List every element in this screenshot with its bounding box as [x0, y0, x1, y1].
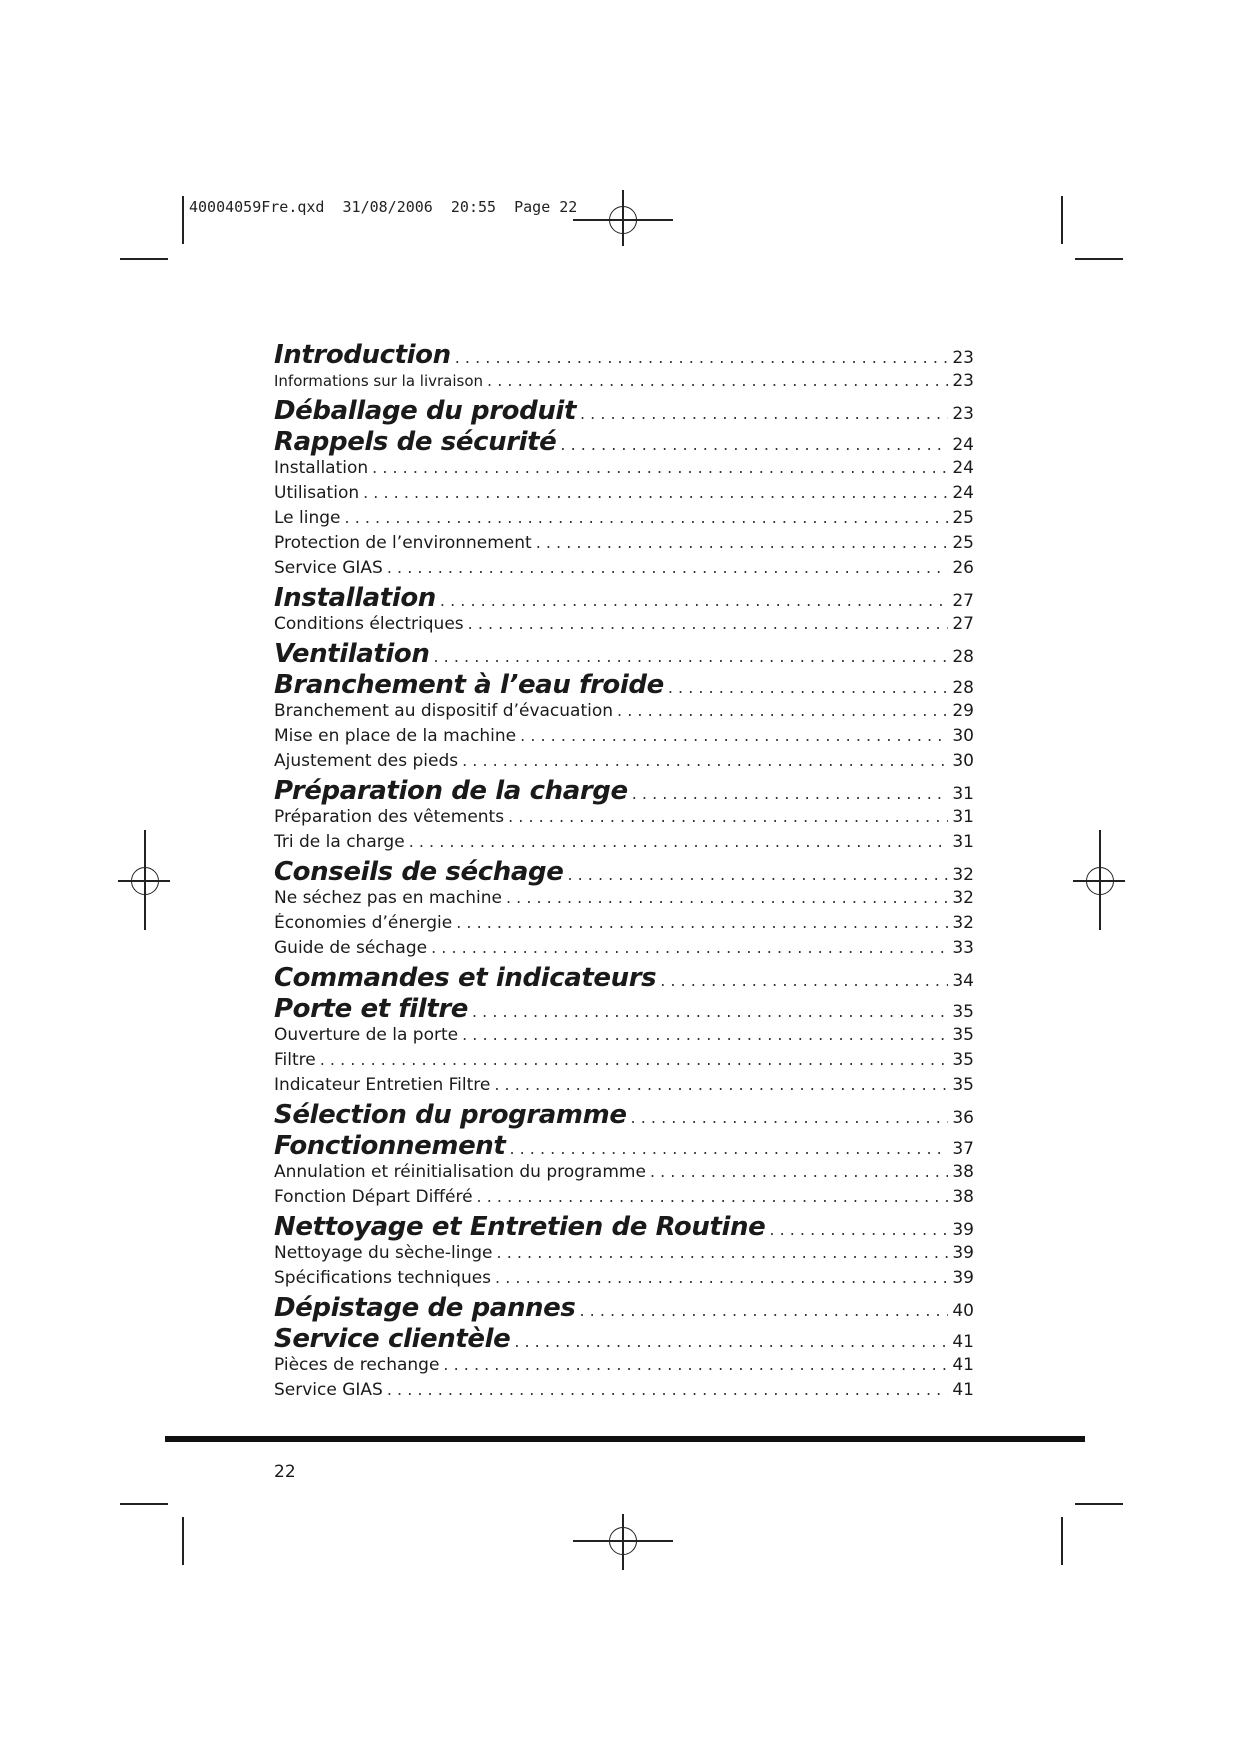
- toc-entry-page: 33: [952, 938, 974, 958]
- toc-entry-page: 40: [952, 1301, 974, 1321]
- toc-entry-label: Informations sur la livraison: [274, 372, 484, 390]
- toc-entry-page: 23: [952, 348, 974, 368]
- leader-dots: [567, 865, 948, 884]
- toc-sub-entry: [274, 508, 974, 533]
- toc-entry-page: 39: [952, 1243, 974, 1263]
- leader-dots: [443, 1355, 948, 1374]
- leader-dots: [472, 1002, 948, 1021]
- toc-entry-label: Fonction Départ Différé: [274, 1187, 473, 1207]
- toc-sub-entry: [274, 1268, 974, 1293]
- toc-sub-entry: [274, 1243, 974, 1268]
- toc-entry-label: Installation: [274, 458, 369, 478]
- leader-dots: [387, 558, 948, 577]
- toc-sub-entry: [274, 1355, 974, 1380]
- toc-entry-page: 23: [952, 404, 974, 424]
- toc-entry-page: 32: [952, 888, 974, 908]
- toc-entry-label: Économies d’énergie: [274, 913, 453, 933]
- toc-sub-entry: [274, 913, 974, 938]
- toc-entry-label: Déballage du produit: [274, 396, 576, 426]
- toc-sub-entry: [274, 458, 974, 483]
- toc-entry-label: Nettoyage et Entretien de Routine: [274, 1212, 766, 1242]
- leader-dots: [536, 533, 948, 552]
- leader-dots: [514, 1332, 948, 1351]
- leader-dots: [387, 1380, 948, 1399]
- leader-dots: [372, 458, 948, 477]
- toc-entry-page: 28: [952, 647, 974, 667]
- leader-dots: [431, 938, 948, 957]
- toc-sub-entry: [274, 533, 974, 558]
- toc-sub-entry: [274, 888, 974, 913]
- leader-dots: [495, 1268, 948, 1287]
- leader-dots: [580, 404, 948, 423]
- leader-dots: [320, 1050, 948, 1069]
- toc-heading-entry: [274, 583, 974, 614]
- leader-dots: [660, 971, 948, 990]
- toc-entry-page: 24: [952, 435, 974, 455]
- leader-dots: [560, 435, 948, 454]
- footer-rule: [165, 1436, 1085, 1442]
- toc-heading-entry: [274, 1293, 974, 1324]
- toc-sub-entry: [274, 1187, 974, 1212]
- toc-entry-page: 27: [952, 614, 974, 634]
- leader-dots: [477, 1187, 948, 1206]
- toc-entry-label: Nettoyage du sèche-linge: [274, 1243, 493, 1263]
- toc-entry-label: Préparation de la charge: [274, 776, 628, 806]
- toc-entry-page: 31: [952, 784, 974, 804]
- toc-entry-page: 35: [952, 1075, 974, 1095]
- toc-entry-page: 37: [952, 1139, 974, 1159]
- toc-entry-page: 24: [952, 458, 974, 478]
- toc-sub-entry: [274, 1025, 974, 1050]
- toc-entry-page: 29: [952, 701, 974, 721]
- toc-entry-label: Conseils de séchage: [274, 857, 564, 887]
- leader-dots: [508, 807, 948, 826]
- toc-entry-label: Utilisation: [274, 483, 360, 503]
- toc-entry-label: Ne séchez pas en machine: [274, 888, 502, 908]
- toc-entry-page: 35: [952, 1050, 974, 1070]
- toc-entry-page: 25: [952, 508, 974, 528]
- leader-dots: [456, 913, 948, 932]
- toc-entry-page: 35: [952, 1002, 974, 1022]
- toc-sub-entry: [274, 371, 974, 396]
- toc-entry-label: Préparation des vêtements: [274, 807, 505, 827]
- toc-sub-entry: [274, 1050, 974, 1075]
- toc-heading-entry: [274, 1324, 974, 1355]
- toc-entry-label: Indicateur Entretien Filtre: [274, 1075, 491, 1095]
- toc-entry-page: 31: [952, 832, 974, 852]
- leader-dots: [462, 751, 948, 770]
- toc-heading-entry: [274, 994, 974, 1025]
- toc-entry-page: 38: [952, 1187, 974, 1207]
- print-slug: 40004059Fre.qxd 31/08/2006 20:55 Page 22: [189, 198, 578, 216]
- leader-dots: [363, 483, 948, 502]
- toc-entry-page: 26: [952, 558, 974, 578]
- leader-dots: [494, 1075, 948, 1094]
- toc-entry-page: 30: [952, 751, 974, 771]
- toc-sub-entry: [274, 483, 974, 508]
- toc-entry-page: 41: [952, 1332, 974, 1352]
- toc-entry-page: 31: [952, 807, 974, 827]
- leader-dots: [650, 1162, 948, 1181]
- toc-entry-label: Guide de séchage: [274, 938, 428, 958]
- toc-heading-entry: [274, 639, 974, 670]
- toc-sub-entry: [274, 1162, 974, 1187]
- toc-entry-label: Conditions électriques: [274, 614, 464, 634]
- toc-heading-entry: [274, 1100, 974, 1131]
- leader-dots: [520, 726, 948, 745]
- toc-entry-label: Dépistage de pannes: [274, 1293, 576, 1323]
- page-number: 22: [274, 1462, 296, 1482]
- toc-entry-page: 24: [952, 483, 974, 503]
- leader-dots: [462, 1025, 948, 1044]
- toc-entry-page: 41: [952, 1380, 974, 1400]
- toc-entry-label: Branchement au dispositif d’évacuation: [274, 701, 614, 721]
- leader-dots: [506, 888, 948, 907]
- toc-entry-label: Sélection du programme: [274, 1100, 627, 1130]
- toc-entry-page: 27: [952, 591, 974, 611]
- toc-sub-entry: [274, 1075, 974, 1100]
- leader-dots: [632, 784, 948, 803]
- toc-entry-label: Introduction: [274, 340, 451, 370]
- toc-heading-entry: [274, 857, 974, 888]
- toc-sub-entry: [274, 807, 974, 832]
- toc-sub-entry: [274, 938, 974, 963]
- toc-entry-label: Filtre: [274, 1050, 316, 1070]
- toc-sub-entry: [274, 751, 974, 776]
- toc-entry-page: 35: [952, 1025, 974, 1045]
- leader-dots: [468, 614, 948, 633]
- toc-entry-label: Commandes et indicateurs: [274, 963, 657, 993]
- table-of-contents: [274, 340, 974, 1405]
- toc-entry-label: Pièces de rechange: [274, 1355, 440, 1375]
- toc-entry-label: Le linge: [274, 508, 341, 528]
- toc-entry-page: 30: [952, 726, 974, 746]
- toc-entry-page: 32: [952, 865, 974, 885]
- leader-dots: [769, 1220, 948, 1239]
- leader-dots: [440, 591, 948, 610]
- toc-heading-entry: [274, 1131, 974, 1162]
- toc-entry-label: Ajustement des pieds: [274, 751, 459, 771]
- toc-entry-page: 39: [952, 1268, 974, 1288]
- toc-entry-page: 32: [952, 913, 974, 933]
- toc-heading-entry: [274, 963, 974, 994]
- toc-entry-label: Fonctionnement: [274, 1131, 506, 1161]
- toc-sub-entry: [274, 614, 974, 639]
- leader-dots: [497, 1243, 948, 1262]
- leader-dots: [579, 1301, 948, 1320]
- toc-entry-page: 34: [952, 971, 974, 991]
- toc-entry-page: 36: [952, 1108, 974, 1128]
- toc-heading-entry: [274, 1212, 974, 1243]
- leader-dots: [487, 371, 948, 390]
- toc-sub-entry: [274, 1380, 974, 1405]
- toc-heading-entry: [274, 340, 974, 371]
- toc-heading-entry: [274, 670, 974, 701]
- toc-entry-label: Installation: [274, 583, 436, 613]
- toc-entry-page: 41: [952, 1355, 974, 1375]
- toc-entry-label: Service clientèle: [274, 1324, 511, 1354]
- leader-dots: [345, 508, 948, 527]
- toc-sub-entry: [274, 558, 974, 583]
- toc-heading-entry: [274, 776, 974, 807]
- leader-dots: [631, 1108, 948, 1127]
- toc-entry-page: 23: [952, 371, 974, 391]
- leader-dots: [434, 647, 949, 666]
- toc-sub-entry: [274, 726, 974, 751]
- toc-entry-label: Ouverture de la porte: [274, 1025, 459, 1045]
- toc-entry-page: 38: [952, 1162, 974, 1182]
- leader-dots: [668, 678, 948, 697]
- toc-entry-label: Service GIAS: [274, 558, 383, 578]
- toc-heading-entry: [274, 396, 974, 427]
- toc-entry-label: Branchement à l’eau froide: [274, 670, 664, 700]
- toc-sub-entry: [274, 701, 974, 726]
- toc-entry-label: Service GIAS: [274, 1380, 383, 1400]
- toc-entry-label: Protection de l’environnement: [274, 533, 532, 553]
- toc-entry-page: 25: [952, 533, 974, 553]
- toc-entry-label: Rappels de sécurité: [274, 427, 557, 457]
- toc-heading-entry: [274, 427, 974, 458]
- leader-dots: [409, 832, 948, 851]
- toc-entry-page: 39: [952, 1220, 974, 1240]
- toc-entry-label: Ventilation: [274, 639, 430, 669]
- toc-sub-entry: [274, 832, 974, 857]
- leader-dots: [617, 701, 948, 720]
- leader-dots: [455, 348, 948, 367]
- toc-entry-label: Annulation et réinitialisation du programme: [274, 1162, 646, 1182]
- toc-entry-label: Tri de la charge: [274, 832, 405, 852]
- toc-entry-label: Porte et filtre: [274, 994, 468, 1024]
- toc-entry-label: Spécifications techniques: [274, 1268, 492, 1288]
- toc-entry-page: 28: [952, 678, 974, 698]
- toc-entry-label: Mise en place de la machine: [274, 726, 517, 746]
- leader-dots: [509, 1139, 948, 1158]
